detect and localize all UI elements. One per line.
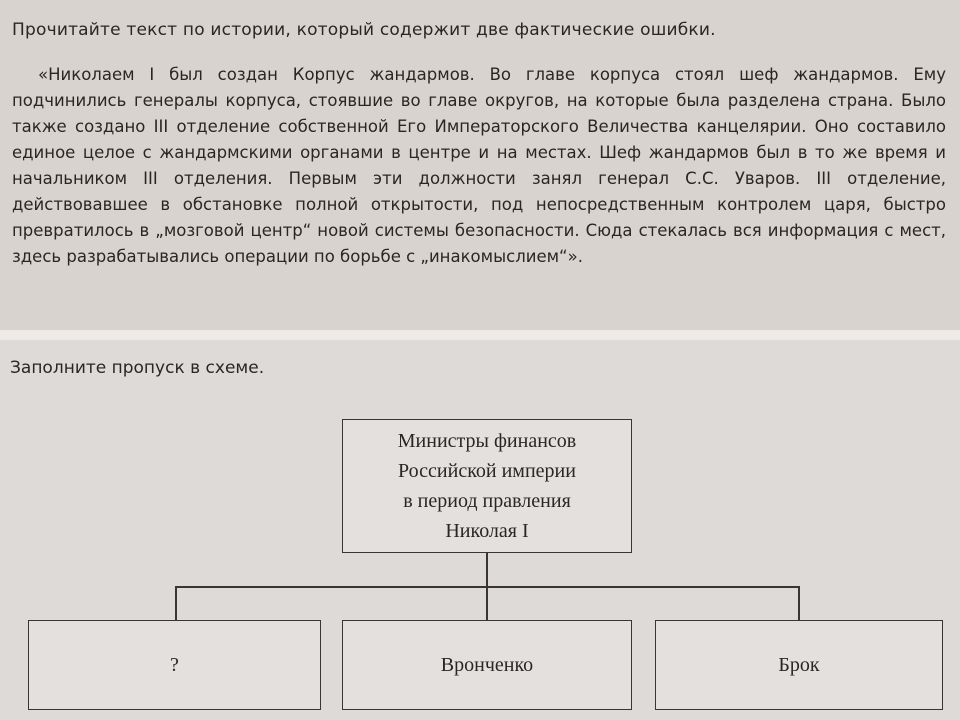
diagram-child-box-brok [655,620,943,710]
connector-child-2 [486,586,488,620]
passage-paragraph: «Николаем I был создан Корпус жандармов. Во главе корпуса стоял шеф жандармов. Ему подчинились генералы корпуса, стоявшие во главе округов, на которые была разделена страна. Было также создано III отделение собственной Его Императорского Величества канцелярии. Оно составило единое целое с жандармскими органами в центре и на местах. Шеф жандармов был в то же время и начальником III отделения. Первым эти должности занял генерал С.С. Уваров. III отделение, действовавшее в обстановке полной открытости, под непосредственным контролем царя, быстро превратилось в „мозговой центр“ новой системы безопасности. Сюда стекалась вся информация с мест, здесь разрабатывались операции по борьбе с „инакомыслием“». [12,65,946,266]
task-text: Заполните пропуск в схеме. [10,358,265,378]
diagram-child-label: Брок [778,654,820,676]
diagram-child-box-vronchenko [342,620,632,710]
section-divider [0,330,960,340]
diagram-child-label: Вронченко [440,654,534,676]
diagram-root-box [342,419,632,553]
connector-child-3 [798,586,800,620]
instruction-text: Прочитайте текст по истории, который содержит две фактические ошибки. [12,20,716,40]
diagram-child-box-blank[interactable] [28,620,321,710]
history-passage [12,62,946,270]
text-section [0,0,960,330]
connector-child-1 [175,586,177,620]
connector-root [486,553,488,587]
diagram-root-label: Министры финансов Российской империи в период правления Николая I [397,430,577,542]
diagram-child-label: ? [170,654,179,676]
